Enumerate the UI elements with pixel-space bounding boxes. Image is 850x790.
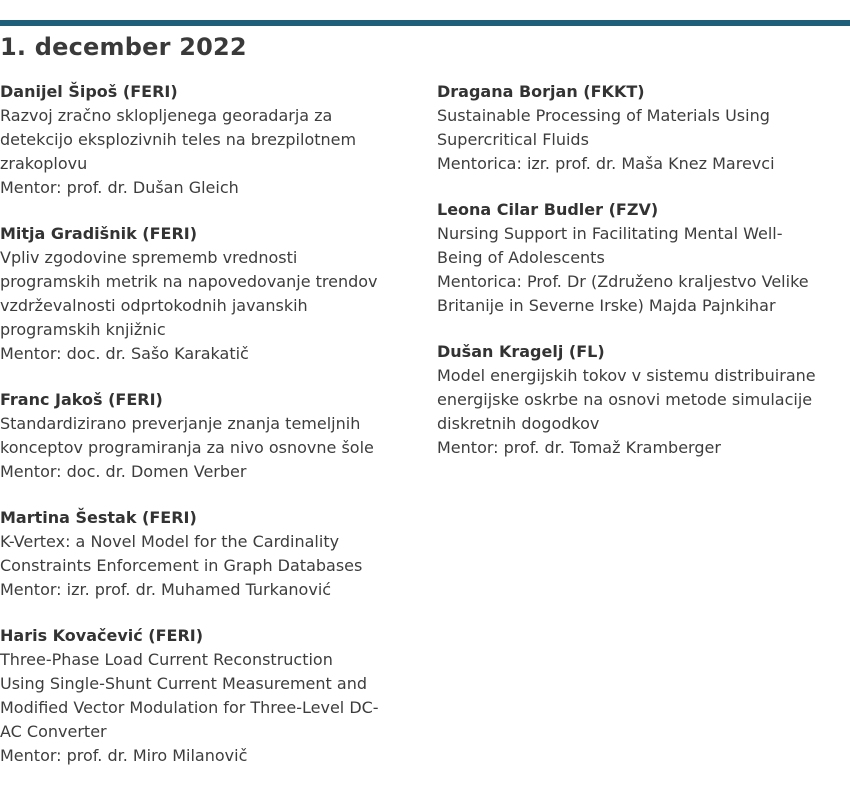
defense-entry <box>0 624 415 768</box>
mentor: Mentorica: izr. prof. dr. Maša Knez Marevci <box>437 154 775 173</box>
candidate-name: Danijel Šipoš (FERI) <box>0 82 178 101</box>
mentor: Mentor: izr. prof. dr. Muhamed Turkanović <box>0 580 332 599</box>
candidate-name: Martina Šestak (FERI) <box>0 508 197 527</box>
candidate-name: Haris Kovačević (FERI) <box>0 626 204 645</box>
candidate-name: Dušan Kragelj (FL) <box>437 342 605 361</box>
thesis-title: Standardizirano preverjanje znanja temeljnih konceptov programiranja za nivo osnovne šole <box>0 414 374 457</box>
mentor: Mentorica: Prof. Dr (Združeno kraljestvo Velike Britanije in Severne Irske) Majda Pajnkihar <box>437 272 809 315</box>
top-divider <box>0 20 850 26</box>
candidate-name: Dragana Borjan (FKKT) <box>437 82 645 101</box>
defense-entry <box>0 222 415 366</box>
right-column <box>437 80 847 482</box>
defense-entry <box>0 506 415 602</box>
mentor: Mentor: prof. dr. Dušan Gleich <box>0 178 239 197</box>
thesis-title: Nursing Support in Facilitating Mental Well- Being of Adolescents <box>437 224 783 267</box>
thesis-title: Model energijskih tokov v sistemu distribuirane energijske oskrbe na osnovi metode simulacije diskretnih dogodkov <box>437 366 816 433</box>
thesis-title: Sustainable Processing of Materials Using Supercritical Fluids <box>437 106 770 149</box>
defense-entry <box>437 340 847 460</box>
mentor: Mentor: prof. dr. Miro Milanovič <box>0 746 248 765</box>
candidate-name: Leona Cilar Budler (FZV) <box>437 200 659 219</box>
mentor: Mentor: doc. dr. Domen Verber <box>0 462 247 481</box>
thesis-title: K-Vertex: a Novel Model for the Cardinality Constraints Enforcement in Graph Databases <box>0 532 363 575</box>
defense-entry <box>0 388 415 484</box>
mentor: Mentor: doc. dr. Sašo Karakatič <box>0 344 249 363</box>
thesis-title: Razvoj zračno sklopljenega georadarja za detekcijo eksplozivnih teles na brezpilotnem zrakoplovu <box>0 106 357 173</box>
left-column <box>0 80 415 790</box>
candidate-name: Mitja Gradišnik (FERI) <box>0 224 198 243</box>
defense-entry <box>437 198 847 318</box>
mentor: Mentor: prof. dr. Tomaž Kramberger <box>437 438 721 457</box>
defense-entry <box>437 80 847 176</box>
thesis-title: Vpliv zgodovine sprememb vrednosti programskih metrik na napovedovanje trendov vzdrževalnosti odprtokodnih javanskih programskih knjižnic <box>0 248 378 339</box>
date-heading: 1. december 2022 <box>0 33 247 61</box>
thesis-title: Three-Phase Load Current Reconstruction Using Single-Shunt Current Measurement and Modified Vector Modulation for Three-Level DC- AC Converter <box>0 650 379 741</box>
defense-entry <box>0 80 415 200</box>
candidate-name: Franc Jakoš (FERI) <box>0 390 163 409</box>
